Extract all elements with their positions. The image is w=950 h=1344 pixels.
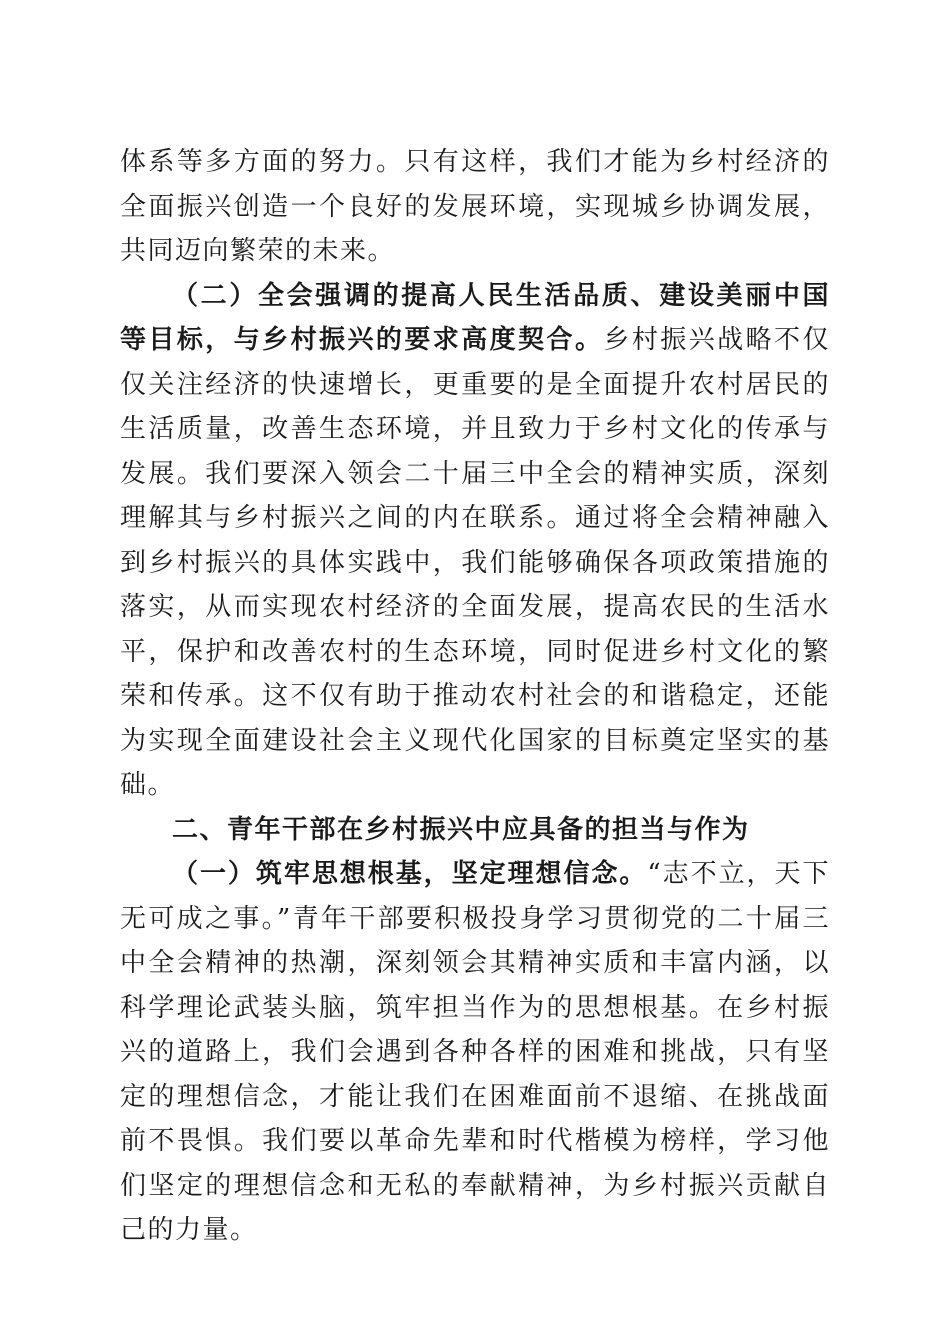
section-lead-1: （一）筑牢思想根基，坚定理想信念。 (172, 859, 648, 889)
paragraph-continuation: 体系等多方面的努力。只有这样，我们才能为乡村经济的全面振兴创造一个良好的发展环境，实现城乡协调发展，共同迈向繁荣的未来。 (120, 147, 830, 266)
document-body (120, 140, 830, 1253)
chapter-heading: 二、青年干部在乡村振兴中应具备的担当与作为 (172, 814, 750, 845)
paragraph-section-2 (120, 274, 830, 808)
paragraph-section-1 (120, 852, 830, 1253)
section-lead-2: （二）全会强调的提高人民生活品质、建设美丽中国等目标，与乡村振兴的要求高度契合。 (120, 280, 830, 355)
section-body-1: “志不立，天下无可成之事。”青年干部要积极投身学习贯彻党的二十届三中全会精神的热潮，深刻领会其精神实质和丰富内涵，以科学理论武装头脑，筑牢担当作为的思想根基。在乡村振兴的道路上，我们会遇到各种各样的困难和挑战，只有坚定的理想信念，才能让我们在困难面前不退缩、在挑战面前不畏惧。我们要以革命先辈和时代楷模为榜样，学习他们坚定的理想信念和无私的奉献精神，为乡村振兴贡献自己的力量。 (120, 859, 830, 1245)
section-body-2: 乡村振兴战略不仅仅关注经济的快速增长，更重要的是全面提升农村居民的生活质量，改善生态环境，并且致力于乡村文化的传承与发展。我们要深入领会二十届三中全会的精神实质，深刻理解其与乡村振兴之间的内在联系。通过将全会精神融入到乡村振兴的具体实践中，我们能够确保各项政策措施的落实，从而实现农村经济的全面发展，提高农民的生活水平，保护和改善农村的生态环境，同时促进乡村文化的繁荣和传承。这不仅有助于推动农村社会的和谐稳定，还能为实现全面建设社会主义现代化国家的目标奠定坚实的基础。 (120, 325, 830, 800)
